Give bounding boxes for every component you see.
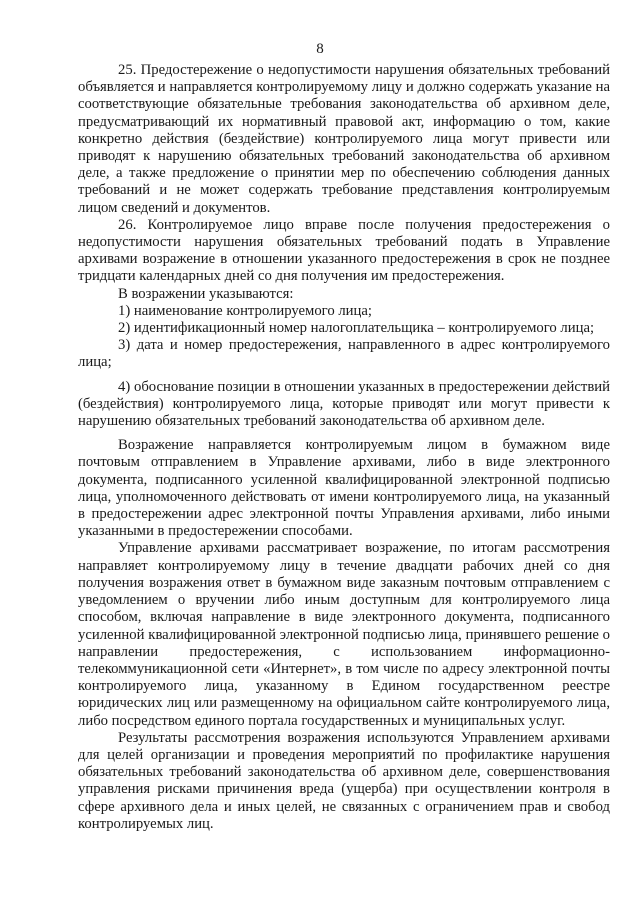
paragraph-review-results: Результаты рассмотрения возражения используются Управлением архивами для целей организации и проведения мероприятий по профилактике нарушения обязательных требований законодательства об архивном деле, совершенствования управления рисками причинения вреда (ущерба) при осуществлении контроля в сфере архивного дела и иных целей, не связанных с ограничением прав и свобод контролируемых лиц. bbox=[78, 729, 610, 832]
paragraph-objection-review: Управление архивами рассматривает возражение, по итогам рассмотрения направляет контролируемому лицу в течение двадцати рабочих дней со дня получения возражения ответ в бумажном виде заказным почтовым отправлением с уведомлением о вручении либо иным доступным для контролируемого лица способом, включая направление в виде электронного документа, подписанного усиленной квалифицированной электронной подписью лица, принявшего решение о направлении предостережения, с использованием информационно-телекоммуникационной сети «Интернет», в том числе по адресу электронной почты контролируемого лица, указанному в Едином государственном реестре юридических лиц или размещенному на официальном сайте контролируемого лица, либо посредством единого портала государственных и муниципальных услуг. bbox=[78, 540, 610, 729]
paragraph-25: 25. Предостережение о недопустимости нарушения обязательных требований объявляется и направляется контролируемому лицу и должно содержать указание на соответствующие обязательные требования законодательства об архивном деле, предусматривающий их нормативный правовой акт, информацию о том, какие конкретно действия (бездействие) контролируемого лица могут привести или приводят к нарушению обязательных требований законодательства об архивном деле, а также предложение о принятии мер по обеспечению соблюдения данных требований и не может содержать требование представления контролируемым лицом сведений и документов. bbox=[78, 62, 610, 216]
page-number: 8 bbox=[316, 41, 324, 57]
paragraph-26: 26. Контролируемое лицо вправе после получения предостережения о недопустимости нарушения обязательных требований подать в Управление архивами возражение в отношении указанного предостережения в срок не позднее тридцати календарных дней со дня получения им предостережения. bbox=[78, 216, 610, 285]
list-item-3: 3) дата и номер предостережения, направленного в адрес контролируемого лица; bbox=[78, 337, 610, 371]
list-item-2: 2) идентификационный номер налогоплательщика – контролируемого лица; bbox=[118, 320, 595, 337]
paragraph-objection-delivery: Возражение направляется контролируемым лицом в бумажном виде почтовым отправлением в Управление архивами, либо в виде электронного документа, подписанного усиленной квалифицированной электронной подписью лица, уполномоченного действовать от имени контролируемого лица, на указанный в предостережении адрес электронной почты Управления архивами, либо иными указанными в предостережении способами. bbox=[78, 437, 610, 540]
objection-contents-intro: В возражении указываются: bbox=[118, 285, 294, 302]
list-item-1: 1) наименование контролируемого лица; bbox=[118, 302, 372, 319]
list-item-4: 4) обоснование позиции в отношении указанных в предостережении действий (бездействия) контролируемого лица, которые приводят или могут привести к нарушению обязательных требований законодательства об архивном деле. bbox=[78, 378, 610, 430]
document-body bbox=[78, 62, 610, 833]
